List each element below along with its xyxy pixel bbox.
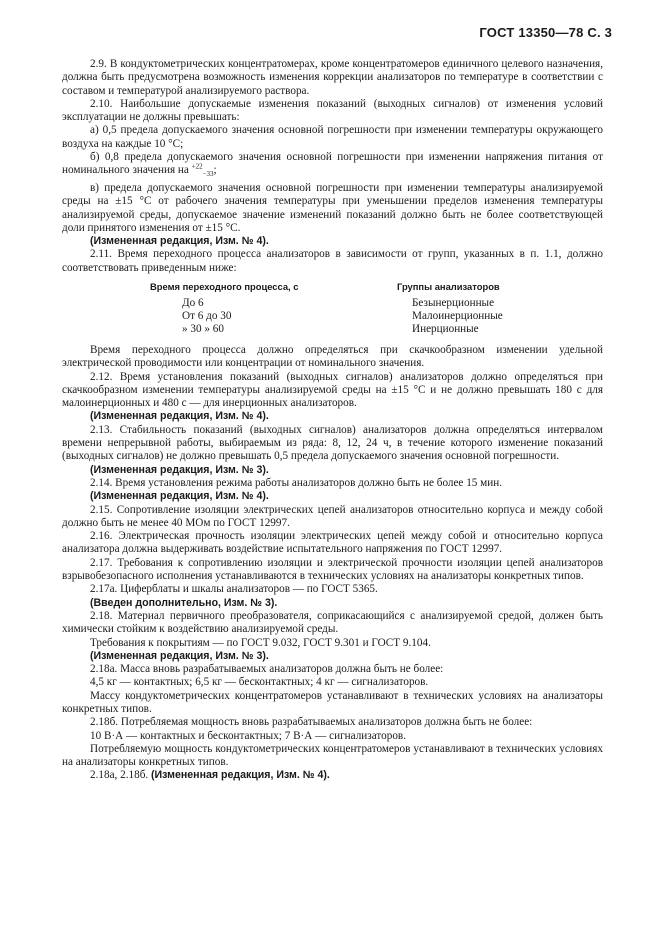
paragraph-power-note: Потребляемую мощность кондуктометрических концентратомеров устанавливают в технических условиях на анализаторы конкретных типов. [62,742,603,769]
table-cell-group: Малоинерционные [412,309,503,322]
final-amendment-note: (Измененная редакция, Изм. № 4). [151,769,330,782]
table-header-group: Группы анализаторов [397,280,500,292]
paragraph-2-16: 2.16. Электрическая прочность изоляции электрических цепей между собой и относительно корпуса анализатора должна выдерживать воздействие испытательного напряжения по ГОСТ 12997. [62,530,603,556]
table-column-group [412,297,503,336]
table-column-time [182,297,231,336]
table-cell-time: До 6 [182,296,204,309]
paragraph-2-10-v: в) предела допускаемого значения основной погрешности при изменении температуры анализируемой среды на ±15 °С от рабочего значения температуры при уменьшении пределов изменения температуры анализируемой среды, допускаемое значение изменений показаний должно быть не более соответствующей доли принятого изменения от ±15 °С. [62,181,603,234]
table-header-time: Время переходного процесса, с [150,280,299,292]
paragraph-coatings: Требования к покрытиям — по ГОСТ 9.032, ГОСТ 9.301 и ГОСТ 9.104. [90,636,431,649]
paragraph-2-17: 2.17. Требования к сопротивлению изоляции и электрической прочности изоляции цепей анализаторов взрывобезопасного исполнения устанавливаются в технических условиях на анализаторы конкретных типов. [62,556,603,583]
table-cell-group: Инерционные [412,322,479,335]
paragraph-2-15: 2.15. Сопротивление изоляции электрических цепей анализаторов относительно корпуса и между собой должно быть не менее 40 МОм по ГОСТ 12997. [62,503,603,529]
amendment-note: (Измененная редакция, Изм. № 4). [90,490,269,503]
paragraph-2-10-b-text: б) 0,8 предела допускаемого значения основной погрешности при изменении напряжения питания от номинального значения на [62,151,603,177]
final-amendment-prefix: 2.18а, 2.18б. [90,769,152,782]
voltage-tolerance-bottom: −33 [202,170,214,179]
paragraph-2-10-a: а) 0,5 предела допускаемого значения основной погрешности при изменении температуры окружающего воздуха на каждые 10 °С; [62,124,603,150]
paragraph-2-14: 2.14. Время установления режима работы анализаторов должно быть не более 15 мин. [90,476,503,489]
paragraph-power-values: 10 В·А — контактных и бесконтактных; 7 В·А — сигнализаторов. [90,729,406,742]
paragraph-2-18: 2.18. Материал первичного преобразователя, соприкасающийся с анализируемой средой, должен быть химически стойким к воздействию анализируемой среды. [62,609,603,636]
paragraph-2-12: 2.12. Время установления показаний (выходных сигналов) анализаторов должно определяться при скачкообразном изменении температуры анализируемой среды на ±15 °С и не должно превышать 180 с для малоинерционных и 480 с — для инерционных анализаторов. [62,370,603,410]
paragraph-transient-note: Время переходного процесса должно определяться при скачкообразном изменении удельной электрической проводимости или концентрации от номинального значения. [62,343,603,370]
paragraph-2-10: 2.10. Наибольшие допускаемые изменения показаний (выходных сигналов) от изменения условий эксплуатации не должны превышать: [62,97,603,124]
table-cell-time: » 30 » 60 [182,322,224,335]
voltage-suffix: ; [213,164,217,177]
amendment-note: (Измененная редакция, Изм. № 4). [90,235,269,248]
voltage-tolerance-top: +22 [191,162,203,171]
paragraph-mass-note: Массу кондуктометрических концентратомеров устанавливают в технических условиях на анализаторы конкретных типов. [62,689,603,715]
paragraph-2-10-b [62,151,603,182]
amendment-note: (Измененная редакция, Изм. № 4). [90,410,269,423]
paragraph-2-18a: 2.18а. Масса вновь разрабатываемых анализаторов должна быть не более: [90,663,444,676]
paragraph-2-18b: 2.18б. Потребляемая мощность вновь разрабатываемых анализаторов должна быть не более: [90,716,533,729]
page-header: ГОСТ 13350—78 С. 3 [479,25,612,40]
amendment-note: (Измененная редакция, Изм. № 3). [90,649,269,662]
amendment-note: (Измененная редакция, Изм. № 3). [90,463,269,476]
table-cell-time: От 6 до 30 [182,309,232,322]
table-cell-group: Безынерционные [412,296,495,309]
paragraph-2-9: 2.9. В кондуктометрических концентратомерах, кроме концентратомеров единичного целевого назначения, должна быть предусмотрена возможность изменения коррекции анализаторов по температуре в соответствии с составом и температурой анализируемого раствора. [62,58,603,97]
transient-time-table [62,280,603,340]
amendment-note: (Введен дополнительно, Изм. № 3). [90,596,278,609]
paragraph-mass-values: 4,5 кг — контактных; 6,5 кг — бесконтактных; 4 кг — сигнализаторов. [90,676,429,689]
paragraph-2-17a: 2.17а. Циферблаты и шкалы анализаторов — по ГОСТ 5365. [90,583,378,596]
paragraph-final-amendment [62,769,603,782]
paragraph-2-13: 2.13. Стабильность показаний (выходных сигналов) анализаторов должна определяться интервалом времени непрерывной работы, выбираемым из ряда: 8, 12, 24 ч, в течение которого изменение показаний (выходных сигналов) не должно превышать 0,5 предела допускаемого значения основной погрешности. [62,423,603,463]
document-body [62,58,603,783]
paragraph-2-11: 2.11. Время переходного процесса анализаторов в зависимости от групп, указанных в п. 1.1, должно соответствовать приведенным ниже: [62,248,603,274]
